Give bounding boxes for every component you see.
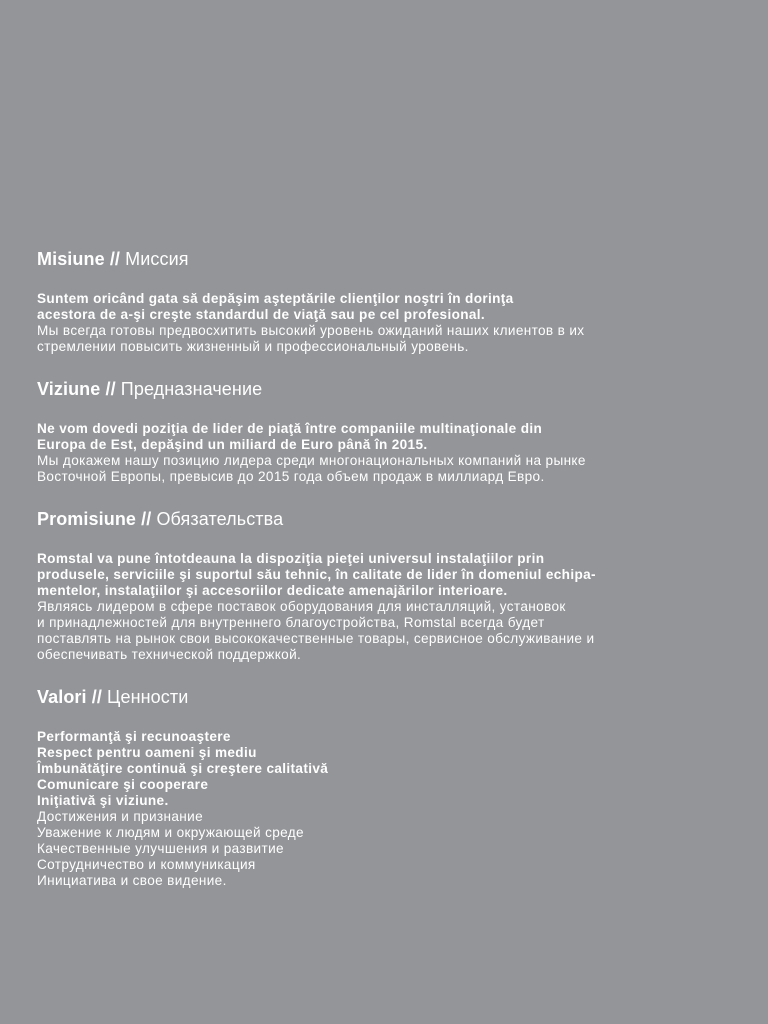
heading-ru: Миссия xyxy=(125,249,189,269)
heading-ru: Предназначение xyxy=(120,379,263,399)
heading-separator: // xyxy=(104,249,126,269)
heading-ru: Обязательства xyxy=(156,509,284,529)
regular-text-line: Мы докажем нашу позицию лидера среди многонациональных компаний на рынке xyxy=(37,453,586,468)
regular-text-line: поставлять на рынок свои высококачественные товары, сервисное обслуживание и xyxy=(37,631,595,646)
section-body xyxy=(37,421,737,485)
heading-separator: // xyxy=(86,687,108,707)
bold-text-line: acestora de a-şi creşte standardul de viaţă sau pe cel profesional. xyxy=(37,307,486,322)
heading-ro: Promisiune xyxy=(37,509,137,529)
bold-text-line: Ne vom dovedi poziţia de lider de piaţă între companiile multinaţionale din xyxy=(37,421,543,436)
regular-text-line: Достижения и признание xyxy=(37,809,203,824)
regular-text-line: Качественные улучшения и развитие xyxy=(37,841,284,856)
bold-text-line: Europa de Est, depăşind un miliard de Euro până în 2015. xyxy=(37,437,428,452)
regular-text-line: стремлении повысить жизненный и профессиональный уровень. xyxy=(37,339,469,354)
page-content xyxy=(37,248,737,889)
section-misiune xyxy=(37,248,737,355)
regular-text-line: Восточной Европы, превысив до 2015 года объем продаж в миллиард Евро. xyxy=(37,469,545,484)
regular-text-line: Мы всегда готовы предвосхитить высокий уровень ожиданий наших клиентов в их xyxy=(37,323,585,338)
heading-ro: Viziune xyxy=(37,379,101,399)
regular-text-line: Уважение к людям и окружающей среде xyxy=(37,825,304,840)
section-heading xyxy=(37,248,737,270)
regular-text-line: обеспечивать технической поддержкой. xyxy=(37,647,302,662)
heading-ro: Misiune xyxy=(37,249,105,269)
section-body xyxy=(37,551,737,663)
section-promisiune xyxy=(37,508,737,663)
section-body xyxy=(37,291,737,355)
section-heading xyxy=(37,686,737,708)
heading-ru: Ценности xyxy=(107,687,189,707)
heading-separator: // xyxy=(136,509,157,529)
bold-text-line: Iniţiativă şi viziune. xyxy=(37,793,169,808)
heading-separator: // xyxy=(100,379,121,399)
heading-ro: Valori xyxy=(37,687,87,707)
section-valori xyxy=(37,686,737,889)
section-heading xyxy=(37,508,737,530)
bold-text-line: Respect pentru oameni şi mediu xyxy=(37,745,257,760)
regular-text-line: и принадлежностей для внутреннего благоустройства, Romstal всегда будет xyxy=(37,615,545,630)
regular-text-line: Инициатива и свое видение. xyxy=(37,873,227,888)
section-heading xyxy=(37,378,737,400)
bold-text-line: mentelor, instalaţiilor şi accesoriilor dedicate amenajărilor interioare. xyxy=(37,583,508,598)
bold-text-line: Comunicare şi cooperare xyxy=(37,777,209,792)
bold-text-line: Suntem oricând gata să depăşim aşteptările clienţilor noştri în dorinţa xyxy=(37,291,514,306)
bold-text-line: produsele, serviciile şi suportul său tehnic, în calitate de lider în domeniul echipa- xyxy=(37,567,596,582)
section-body xyxy=(37,729,737,889)
regular-text-line: Сотрудничество и коммуникация xyxy=(37,857,256,872)
section-viziune xyxy=(37,378,737,485)
regular-text-line: Являясь лидером в сфере поставок оборудования для инсталляций, установок xyxy=(37,599,566,614)
bold-text-line: Performanţă şi recunoaştere xyxy=(37,729,231,744)
bold-text-line: Romstal va pune întotdeauna la dispoziţia pieţei universul instalaţiilor prin xyxy=(37,551,545,566)
bold-text-line: Îmbunătăţire continuă şi creştere calitativă xyxy=(37,761,329,776)
